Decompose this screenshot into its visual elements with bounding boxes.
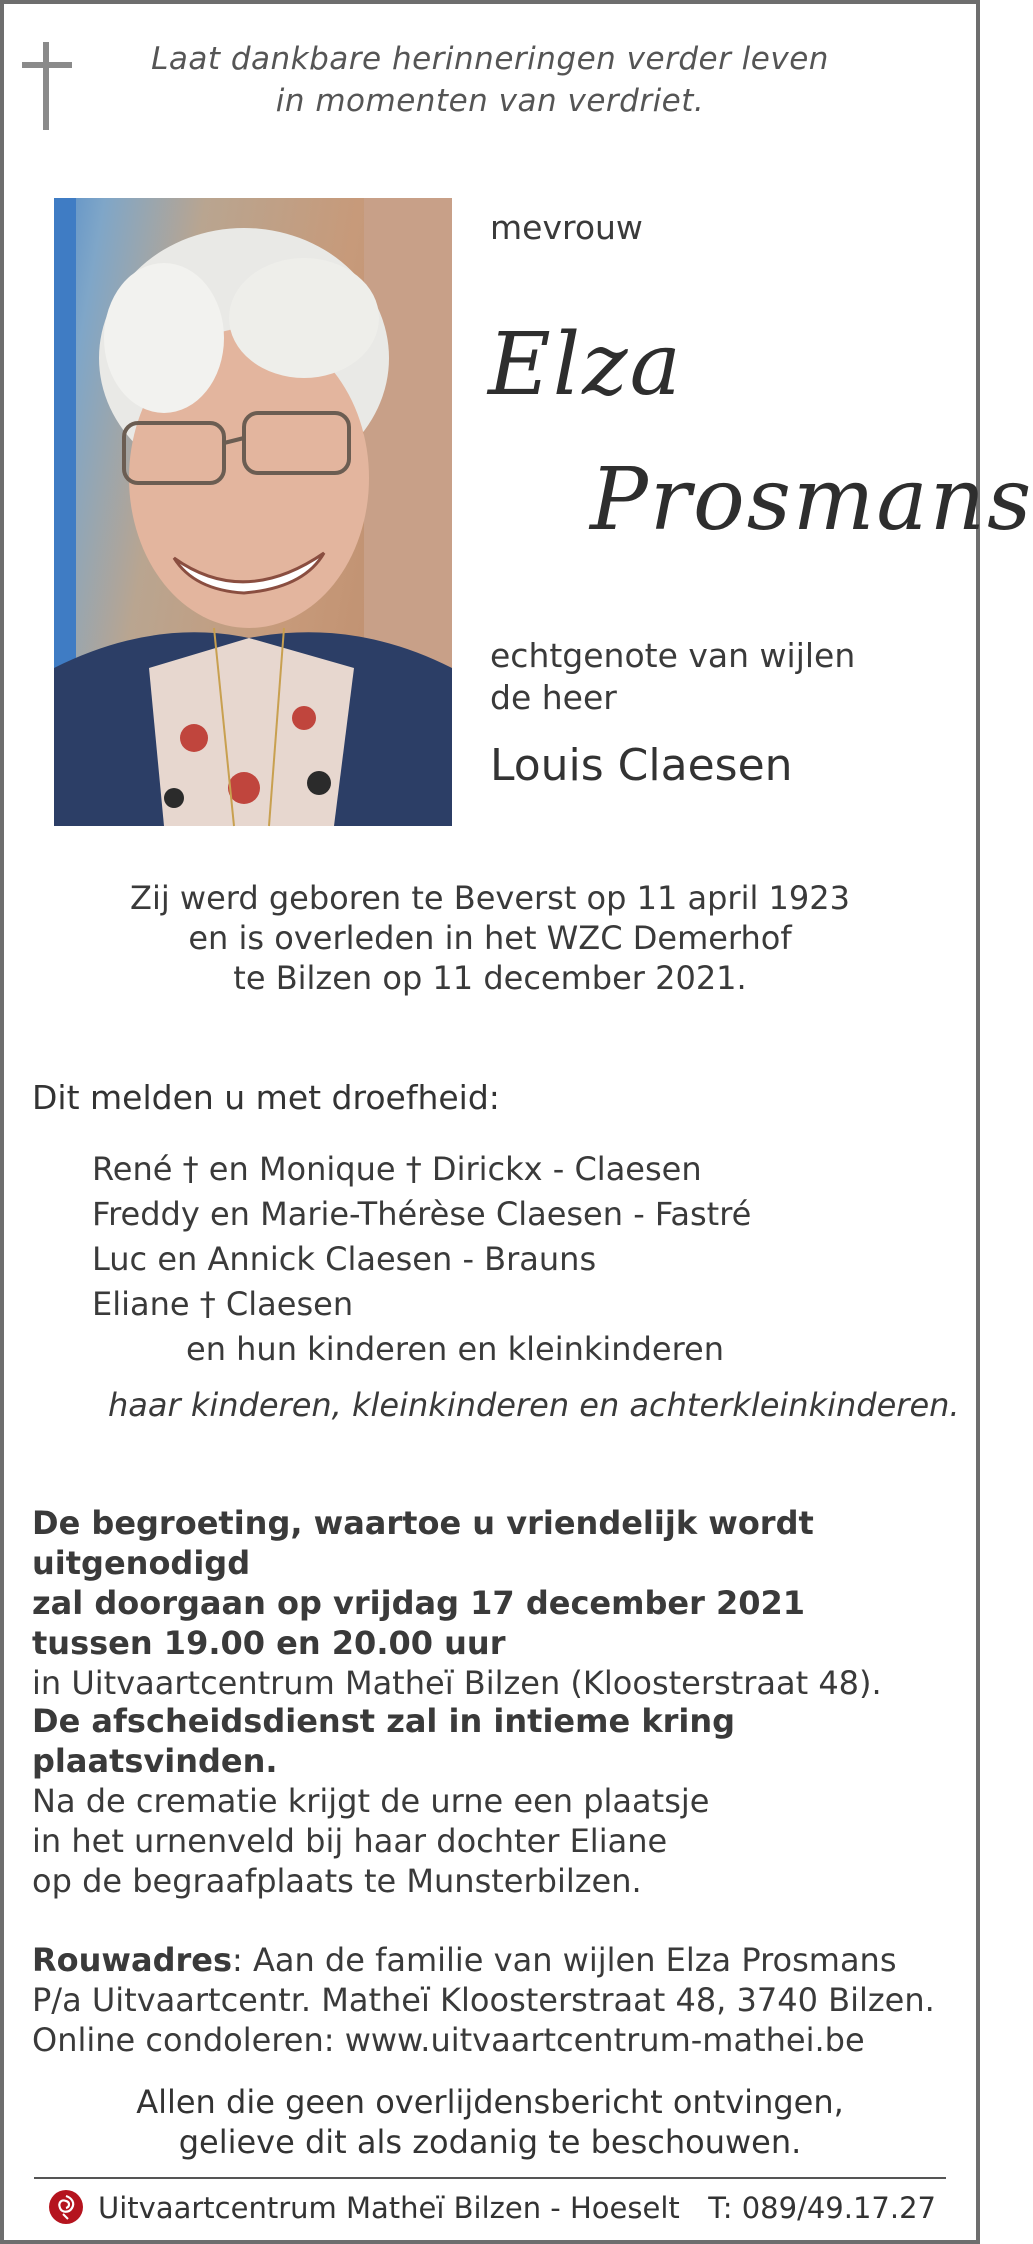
relation: [490, 635, 855, 719]
quote: [120, 38, 860, 122]
cremation-line-2: in het urnenveld bij haar dochter Eliane: [32, 1822, 668, 1860]
first-name: Elza: [488, 315, 683, 415]
greeting-line-1: De begroeting, waartoe u vriendelijk wordt uitgenodigd: [32, 1504, 814, 1582]
last-name: Prosmans: [590, 450, 1033, 550]
relation-line-2: de heer: [490, 678, 617, 717]
footer-phone: T: 089/49.17.27: [708, 2191, 936, 2225]
birth-death-line-2: en is overleden in het WZC Demerhof: [188, 919, 792, 957]
notice: [40, 2082, 940, 2162]
family-member: Luc en Annick Claesen - Brauns: [92, 1240, 597, 1278]
family-member: René † en Monique † Dirickx - Claesen: [92, 1150, 702, 1188]
cremation-line-3: op de begraafplaats te Munsterbilzen.: [32, 1862, 642, 1900]
address: [32, 1940, 935, 2060]
title-mevrouw: mevrouw: [490, 208, 643, 247]
greeting-line-3: tussen 19.00 en 20.00 uur: [32, 1624, 506, 1662]
birth-death-line-3: te Bilzen op 11 december 2021.: [233, 959, 747, 997]
family-summary: haar kinderen, kleinkinderen en achterkleinkinderen.: [108, 1386, 960, 1424]
address-label: Rouwadres: [32, 1941, 232, 1979]
quote-line-1: Laat dankbare herinneringen verder leven: [151, 41, 829, 77]
footer-divider: [34, 2177, 946, 2179]
address-line-3[interactable]: Online condoleren: www.uitvaartcentrum-mathei.be: [32, 2021, 865, 2059]
greeting-line-4: in Uitvaartcentrum Matheï Bilzen (Kloosterstraat 48).: [32, 1664, 882, 1702]
address-line-2: P/a Uitvaartcentr. Matheï Kloosterstraat 48, 3740 Bilzen.: [32, 1981, 935, 2019]
address-text: : Aan de familie van wijlen Elza Prosmans: [232, 1941, 897, 1979]
portrait-illustration: [54, 198, 452, 826]
portrait-photo: [54, 198, 452, 826]
cremation: [32, 1781, 709, 1901]
greeting-line-2: zal doorgaan op vrijdag 17 december 2021: [32, 1584, 806, 1622]
family-grandchildren: en hun kinderen en kleinkinderen: [186, 1330, 724, 1368]
footer-company: Uitvaartcentrum Matheï Bilzen - Hoeselt: [98, 2191, 680, 2225]
family-member: Eliane † Claesen: [92, 1285, 354, 1323]
family-list: [92, 1147, 751, 1327]
address-line-1: [32, 1940, 935, 1980]
rose-logo-icon: [48, 2189, 84, 2225]
birth-death: [40, 878, 940, 998]
greeting: [32, 1503, 980, 1703]
cremation-line-1: Na de crematie krijgt de urne een plaatsje: [32, 1782, 710, 1820]
notice-line-1: Allen die geen overlijdensbericht ontvingen,: [136, 2083, 844, 2121]
family-member: Freddy en Marie-Thérèse Claesen - Fastré: [92, 1195, 752, 1233]
family-heading: Dit melden u met droefheid:: [32, 1078, 500, 1117]
service-notice: De afscheidsdienst zal in intieme kring plaatsvinden.: [32, 1702, 736, 1780]
relation-line-1: echtgenote van wijlen: [490, 636, 856, 675]
quote-line-2: in momenten van verdriet.: [275, 83, 705, 119]
birth-death-line-1: Zij werd geboren te Beverst op 11 april 1923: [130, 879, 850, 917]
spouse-name: Louis Claesen: [490, 740, 793, 791]
notice-line-2: gelieve dit als zodanig te beschouwen.: [178, 2123, 802, 2161]
